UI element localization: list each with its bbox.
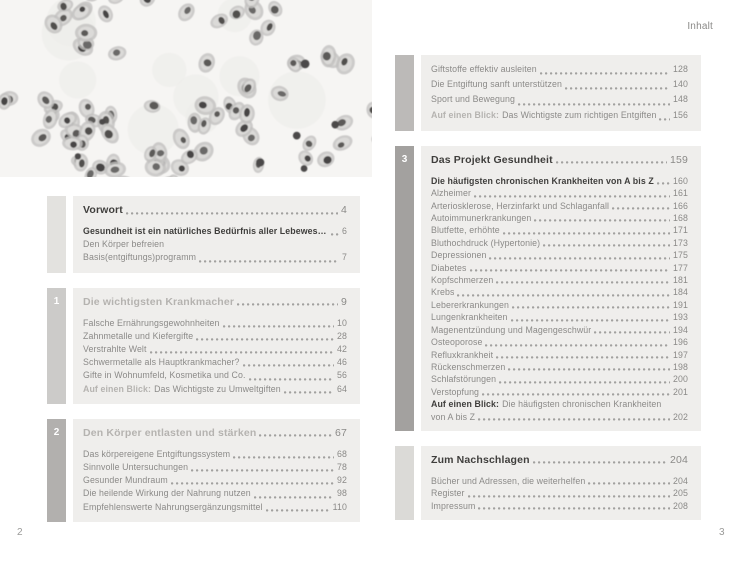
- toc-entry-title: Sport und Bewegung: [431, 94, 515, 105]
- page-ref: 46: [337, 357, 347, 368]
- dot-leader: [191, 469, 334, 472]
- page-ref: 177: [673, 262, 688, 273]
- toc-heading: [431, 153, 688, 167]
- toc-entry: [431, 187, 688, 199]
- toc-entry-title: Verstrahlte Welt: [83, 344, 147, 355]
- dot-leader: [254, 496, 334, 499]
- page-ref: 204: [670, 453, 688, 466]
- dot-leader: [150, 351, 334, 354]
- toc-entry-prefix: Auf einen Blick:: [431, 109, 500, 120]
- toc-entry-title: Giftstoffe effektiv ausleiten: [431, 64, 537, 74]
- toc-box-body: [421, 146, 701, 431]
- toc-column-right: [395, 55, 701, 535]
- toc-entry: [431, 411, 688, 423]
- page-ref: 159: [670, 153, 688, 166]
- page-ref: 98: [337, 488, 347, 499]
- page-ref: 166: [673, 200, 688, 211]
- toc-box: [47, 419, 360, 522]
- page-ref: 204: [673, 475, 688, 486]
- toc-box-body: [73, 288, 360, 404]
- dot-leader: [612, 207, 670, 210]
- toc-entry-title: Gesundheit ist ein natürliches Bedürfnis aller Lebewesen: [83, 226, 328, 236]
- dot-leader: [594, 331, 670, 334]
- toc-entry-title: Impressum: [431, 500, 476, 511]
- dot-leader: [470, 269, 670, 272]
- toc-entry: [431, 274, 688, 286]
- toc-entry-title: Blutfette, erhöhte: [431, 225, 500, 236]
- dot-leader: [478, 418, 670, 421]
- toc-entry: [431, 77, 688, 92]
- page-ref: 191: [673, 299, 688, 310]
- toc-entry: [83, 317, 347, 330]
- toc-entry: [83, 238, 347, 251]
- toc-entry: [431, 108, 688, 123]
- toc-entry-title: Lebererkrankungen: [431, 299, 509, 310]
- dot-leader: [533, 461, 667, 464]
- toc-entry: [431, 500, 688, 512]
- dot-leader: [565, 87, 670, 90]
- page-ref: 78: [337, 462, 347, 473]
- page-ref: 6: [342, 226, 347, 236]
- toc-entry-title: Kopfschmerzen: [431, 275, 494, 286]
- page-ref: 7: [342, 252, 347, 263]
- toc-entry-title: Sinnvolle Untersuchungen: [83, 462, 189, 473]
- page-ref: 28: [337, 330, 347, 341]
- toc-entry-title: Das Wichtigste zum richtigen Entgiften: [502, 109, 657, 120]
- toc-entry: [83, 356, 347, 369]
- page-ref: 171: [673, 225, 688, 236]
- page-ref: 67: [335, 426, 347, 439]
- page-ref: 197: [673, 349, 688, 360]
- page-ref: 128: [673, 64, 688, 74]
- toc-entry: [83, 474, 347, 487]
- toc-entry-title: Die wichtigsten Krankmacher: [83, 295, 235, 308]
- toc-entry: [83, 383, 347, 396]
- dot-leader: [512, 306, 670, 309]
- page-ref: 56: [337, 370, 347, 381]
- toc-entry: [83, 330, 347, 343]
- dot-leader: [534, 219, 670, 222]
- page-number-left: 2: [17, 527, 23, 538]
- toc-entry: [83, 501, 347, 514]
- page-ref: 168: [673, 213, 688, 224]
- toc-entry: [431, 487, 688, 499]
- dot-leader: [126, 212, 338, 215]
- dot-leader: [284, 391, 334, 394]
- dot-leader: [457, 294, 670, 297]
- page-ref: 205: [673, 488, 688, 499]
- toc-entry-title: Register: [431, 488, 465, 499]
- page-ref: 148: [673, 94, 688, 105]
- dot-leader: [196, 338, 334, 341]
- toc-entry-title: Arteriosklerose, Herzinfarkt und Schlaganfall: [431, 200, 610, 211]
- toc-entry: [83, 369, 347, 382]
- toc-entry: [431, 212, 688, 224]
- toc-entry-title: Bücher und Adressen, die weiterhelfen: [431, 475, 586, 486]
- dot-leader: [657, 182, 670, 185]
- page-ref: 175: [673, 250, 688, 261]
- dot-leader: [243, 364, 334, 367]
- toc-entry-title: Schlafstörungen: [431, 374, 497, 385]
- chapter-tab: [395, 446, 414, 520]
- toc-entry-title: Gesunder Mundraum: [83, 475, 168, 486]
- dot-leader: [237, 303, 338, 306]
- toc-entry-title: Die heilende Wirkung der Nahrung nutzen: [83, 488, 251, 499]
- toc-entry: [431, 299, 688, 311]
- toc-entry-title: Das Wichtigste zu Umweltgiften: [154, 383, 281, 394]
- toc-heading: [431, 453, 688, 467]
- toc-entry: [431, 200, 688, 212]
- toc-entry-title: von A bis Z: [431, 411, 476, 422]
- toc-entry-title: Vorwort: [83, 204, 123, 216]
- toc-entry-title: Die häufigsten chronischen Krankheiten von A bis Z: [431, 175, 654, 186]
- dot-leader: [659, 118, 670, 121]
- page-ref: 92: [337, 475, 347, 486]
- page-ref: 202: [673, 411, 688, 422]
- page-ref: 42: [337, 344, 347, 355]
- toc-entry: [431, 349, 688, 361]
- toc-entry-prefix: Auf einen Blick:: [83, 383, 152, 394]
- toc-entry: [431, 361, 688, 373]
- page-ref: 208: [673, 500, 688, 511]
- dot-leader: [503, 232, 670, 235]
- page-ref: 200: [673, 374, 688, 385]
- dot-leader: [588, 482, 670, 485]
- toc-entry: [431, 92, 688, 107]
- page-ref: 194: [673, 324, 688, 335]
- toc-entry-title: Alzheimer: [431, 188, 472, 199]
- page-ref: 193: [673, 312, 688, 323]
- page-number-right: 3: [719, 527, 725, 538]
- toc-entry-title: Den Körper entlasten und stärken: [83, 426, 257, 439]
- dot-leader: [259, 434, 332, 437]
- page-ref: 198: [673, 361, 688, 372]
- toc-entry: [83, 343, 347, 356]
- dot-leader: [496, 356, 670, 359]
- dot-leader: [331, 233, 339, 236]
- toc-entry-title: Rückenschmerzen: [431, 361, 506, 372]
- page-ref: 156: [673, 109, 688, 120]
- dot-leader: [485, 344, 670, 347]
- dot-leader: [233, 456, 334, 459]
- toc-entry-title: Gifte in Wohnumfeld, Kosmetika und Co.: [83, 370, 246, 381]
- page-ref: 110: [332, 501, 347, 512]
- toc-entry-title: Empfehlenswerte Nahrungsergänzungsmittel: [83, 501, 263, 512]
- dot-leader: [508, 368, 670, 371]
- page-ref: 160: [673, 175, 688, 186]
- toc-entry: [431, 249, 688, 261]
- dot-leader: [540, 72, 670, 75]
- toc-box-body: [73, 196, 360, 273]
- toc-box-body: [421, 446, 701, 520]
- toc-entry: [431, 386, 688, 398]
- toc-heading: [83, 426, 347, 440]
- page-ref: 181: [673, 275, 688, 286]
- toc-entry: [431, 237, 688, 249]
- running-head-inhalt: Inhalt: [687, 21, 713, 32]
- dot-leader: [511, 319, 670, 322]
- page-ref: 10: [337, 317, 347, 328]
- chapter-number-tab: 2: [47, 419, 66, 522]
- dot-leader: [474, 195, 670, 198]
- toc-entry-title: Zahnmetalle und Kiefergifte: [83, 330, 194, 341]
- toc-heading: [83, 295, 347, 309]
- toc-entry-title: Osteoporose: [431, 337, 483, 348]
- toc-box: [47, 288, 360, 404]
- toc-entry-title: Verstopfung: [431, 386, 480, 397]
- toc-entry: [431, 398, 688, 410]
- dot-leader: [556, 161, 667, 164]
- toc-box-body: [73, 419, 360, 522]
- page-ref: 4: [341, 204, 347, 216]
- toc-entry: [431, 286, 688, 298]
- toc-entry-title: Das körpereigene Entgiftungssystem: [83, 448, 231, 459]
- page-ref: 173: [673, 237, 688, 248]
- chapter-number-tab: 3: [395, 146, 414, 431]
- chapter-number-tab: 1: [47, 288, 66, 404]
- page-ref: 184: [673, 287, 688, 298]
- toc-entry-title: Magenentzündung und Magengeschwür: [431, 324, 592, 335]
- toc-column-left: [47, 196, 360, 537]
- toc-entry-prefix: Auf einen Blick:: [431, 399, 500, 410]
- toc-entry: [431, 475, 688, 487]
- toc-entry-title: Das Projekt Gesundheit: [431, 153, 553, 166]
- micrograph-svg: [0, 0, 372, 177]
- toc-entry-title: Zum Nachschlagen: [431, 453, 530, 466]
- toc-entry-title: Lungenkrankheiten: [431, 312, 508, 323]
- toc-entry: [431, 262, 688, 274]
- toc-entry: [431, 324, 688, 336]
- toc-box: [395, 55, 701, 131]
- toc-entry-title: Den Körper befreien: [83, 239, 165, 250]
- dot-leader: [499, 381, 670, 384]
- toc-box: [395, 446, 701, 520]
- toc-entry-title: Autoimmunerkrankungen: [431, 213, 532, 224]
- toc-entry: [431, 311, 688, 323]
- dot-leader: [518, 103, 670, 106]
- page-ref: 201: [673, 386, 688, 397]
- dot-leader: [249, 378, 334, 381]
- toc-entry: [83, 461, 347, 474]
- toc-entry: [83, 225, 347, 238]
- page-ref: 9: [341, 295, 347, 308]
- dot-leader: [478, 507, 670, 510]
- dot-leader: [468, 495, 670, 498]
- dot-leader: [496, 281, 670, 284]
- toc-box: [47, 196, 360, 273]
- chapter-tab: [395, 55, 414, 131]
- toc-entry-title: Depressionen: [431, 250, 487, 261]
- page-ref: 140: [673, 79, 688, 90]
- toc-entry-title: Refluxkrankheit: [431, 349, 494, 360]
- toc-entry: [83, 487, 347, 500]
- toc-entry: [431, 175, 688, 187]
- dot-leader: [543, 244, 670, 247]
- dot-leader: [223, 325, 334, 328]
- toc-entry: [83, 251, 347, 264]
- page-ref: 196: [673, 337, 688, 348]
- dot-leader: [171, 482, 334, 485]
- toc-entry: [431, 224, 688, 236]
- dot-leader: [266, 509, 330, 512]
- page-ref: 64: [337, 383, 347, 394]
- dot-leader: [482, 393, 670, 396]
- toc-entry-title: Falsche Ernährungsgewohnheiten: [83, 317, 220, 328]
- toc-entry: [431, 336, 688, 348]
- toc-entry: [83, 448, 347, 461]
- toc-heading: [83, 203, 347, 217]
- blood-cells-micrograph-image: [0, 0, 372, 177]
- page-ref: 68: [337, 448, 347, 459]
- toc-entry-title: Krebs: [431, 287, 455, 298]
- toc-entry-title: Diabetes: [431, 262, 467, 273]
- toc-entry-title: Bluthochdruck (Hypertonie): [431, 237, 541, 248]
- toc-box-body: [421, 55, 701, 131]
- toc-entry-title: Die häufigsten chronischen Krankheiten: [502, 399, 662, 410]
- toc-entry-title: Schwermetalle als Hauptkrankmacher?: [83, 357, 240, 368]
- toc-entry: [431, 62, 688, 77]
- toc-entry-title: Basis(entgiftungs)programm: [83, 252, 197, 263]
- toc-entry: [431, 373, 688, 385]
- chapter-tab: [47, 196, 66, 273]
- dot-leader: [199, 260, 339, 263]
- dot-leader: [489, 257, 670, 260]
- toc-box: [395, 146, 701, 431]
- toc-entry-title: Die Entgiftung sanft unterstützen: [431, 79, 562, 90]
- page-ref: 161: [673, 188, 688, 199]
